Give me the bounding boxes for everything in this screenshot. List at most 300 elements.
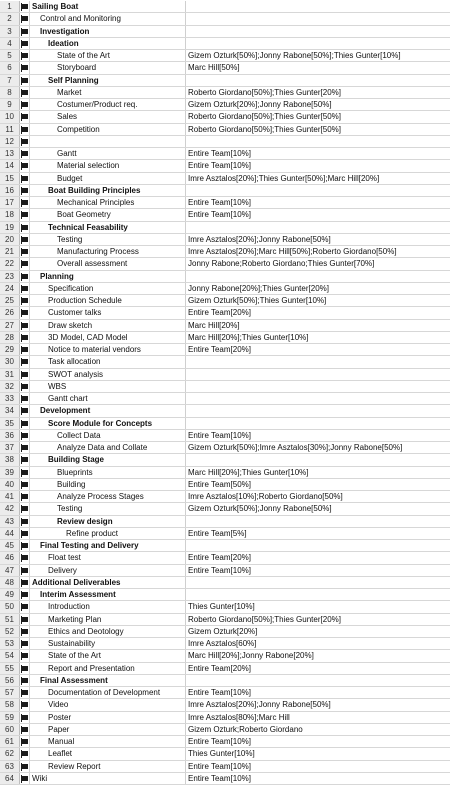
row-indicator-cell <box>20 650 30 661</box>
task-name[interactable]: Review Report <box>48 761 101 771</box>
row-number[interactable]: 56 <box>0 675 20 686</box>
row-number[interactable]: 52 <box>0 626 20 637</box>
resource-names-cell[interactable]: Marc Hill[20%];Thies Gunter[10%] <box>185 467 450 478</box>
task-name[interactable]: Poster <box>48 712 72 722</box>
resource-names-cell[interactable]: Entire Team[20%] <box>185 663 450 674</box>
row-number[interactable]: 2 <box>0 13 20 24</box>
row-number[interactable]: 20 <box>0 234 20 245</box>
task-name[interactable]: Sales <box>57 112 78 122</box>
row-number[interactable]: 5 <box>0 50 20 61</box>
task-row[interactable] <box>0 160 450 172</box>
row-number[interactable]: 54 <box>0 650 20 661</box>
resource-names-cell[interactable]: Jonny Rabone[20%];Thies Gunter[20%] <box>185 283 450 294</box>
task-name[interactable]: Control and Monitoring <box>40 14 121 24</box>
row-indicator-cell <box>20 442 30 453</box>
resource-names-cell[interactable] <box>185 356 450 367</box>
row-number[interactable]: 64 <box>0 773 20 784</box>
task-flag-icon <box>22 408 28 413</box>
task-name[interactable]: Wiki <box>32 773 48 783</box>
task-row[interactable] <box>0 1 450 13</box>
task-row[interactable] <box>0 418 450 430</box>
row-indicator-cell <box>20 111 30 122</box>
resource-names-cell[interactable] <box>185 13 450 24</box>
task-row[interactable] <box>0 638 450 650</box>
resource-names-cell[interactable] <box>185 418 450 429</box>
task-row[interactable] <box>0 124 450 136</box>
resource-names-cell[interactable]: Marc Hill[50%] <box>185 62 450 73</box>
row-number[interactable]: 55 <box>0 663 20 674</box>
task-row[interactable] <box>0 271 450 283</box>
resource-names-cell[interactable] <box>185 185 450 196</box>
task-row[interactable] <box>0 736 450 748</box>
task-row[interactable] <box>0 491 450 503</box>
row-number[interactable]: 17 <box>0 197 20 208</box>
resource-names-cell[interactable]: Entire Team[10%] <box>185 209 450 220</box>
resource-names-cell[interactable]: Entire Team[20%] <box>185 344 450 355</box>
task-name[interactable]: Gantt <box>57 149 77 158</box>
resource-names-cell[interactable]: Gizem Ozturk[50%];Jonny Rabone[50%];Thies Gunter[10%] <box>185 50 450 61</box>
task-row[interactable] <box>0 773 450 785</box>
row-number[interactable]: 34 <box>0 405 20 416</box>
task-row[interactable] <box>0 258 450 270</box>
summary-task-name[interactable]: Building Stage <box>48 455 104 465</box>
task-name[interactable]: State of the Art <box>48 651 101 661</box>
row-number[interactable]: 60 <box>0 724 20 735</box>
row-indicator-cell <box>20 271 30 282</box>
row-number[interactable]: 44 <box>0 528 20 539</box>
task-name[interactable]: Costumer/Product req. <box>57 100 138 109</box>
resource-names-cell[interactable]: Entire Team[10%] <box>185 148 450 159</box>
row-indicator-cell <box>20 724 30 735</box>
task-name[interactable]: Task allocation <box>48 357 101 367</box>
row-number[interactable]: 13 <box>0 148 20 159</box>
row-number[interactable]: 63 <box>0 761 20 772</box>
row-indicator-cell <box>20 38 30 49</box>
task-row[interactable] <box>0 699 450 711</box>
resource-names-cell[interactable] <box>185 1 450 12</box>
task-row[interactable] <box>0 589 450 601</box>
summary-task-name[interactable]: Planning <box>40 271 74 281</box>
task-name[interactable]: Production Schedule <box>48 296 122 305</box>
summary-task-name[interactable]: Investigation <box>40 26 90 36</box>
task-name[interactable]: Report and Presentation <box>48 663 135 673</box>
row-indicator-cell <box>20 638 30 649</box>
resource-names-cell[interactable] <box>185 393 450 404</box>
task-flag-icon <box>22 176 28 181</box>
row-number[interactable]: 26 <box>0 307 20 318</box>
summary-task-name[interactable]: Technical Feasability <box>48 222 128 232</box>
row-number[interactable]: 28 <box>0 332 20 343</box>
resource-names-cell[interactable]: Gizem Ozturk;Roberto Giordano <box>185 724 450 735</box>
task-flag-icon <box>22 531 28 536</box>
task-name[interactable]: Testing <box>57 504 83 514</box>
summary-task-name[interactable]: Final Testing and Delivery <box>40 541 139 550</box>
resource-names-cell[interactable] <box>185 675 450 686</box>
task-name[interactable]: Sustainability <box>48 639 96 648</box>
row-number[interactable]: 31 <box>0 369 20 380</box>
task-row[interactable] <box>0 516 450 528</box>
row-number[interactable]: 45 <box>0 540 20 551</box>
row-indicator-cell <box>20 369 30 380</box>
row-indicator-cell <box>20 99 30 110</box>
task-flag-icon <box>22 715 28 720</box>
task-row[interactable] <box>0 430 450 442</box>
resource-names-cell[interactable]: Marc Hill[20%];Thies Gunter[10%] <box>185 332 450 343</box>
task-row[interactable] <box>0 246 450 258</box>
task-row[interactable] <box>0 13 450 25</box>
resource-names-cell[interactable]: Entire Team[20%] <box>185 307 450 318</box>
task-row[interactable] <box>0 99 450 111</box>
row-number[interactable]: 29 <box>0 344 20 355</box>
task-row[interactable] <box>0 626 450 638</box>
resource-names-cell[interactable] <box>185 540 450 551</box>
task-name[interactable]: Mechanical Principles <box>57 198 135 207</box>
task-name[interactable]: Analyze Data and Collate <box>57 443 148 452</box>
task-row[interactable] <box>0 197 450 209</box>
summary-task-name[interactable]: Development <box>40 406 91 416</box>
summary-task-name[interactable]: Score Module for Concepts <box>48 418 153 428</box>
task-row[interactable] <box>0 209 450 221</box>
row-indicator-cell <box>20 773 30 784</box>
row-number[interactable]: 8 <box>0 87 20 98</box>
resource-names-cell[interactable]: Marc Hill[20%] <box>185 320 450 331</box>
task-name[interactable]: Paper <box>48 724 70 734</box>
task-flag-icon <box>22 555 28 560</box>
row-indicator-cell <box>20 173 30 184</box>
row-number[interactable]: 35 <box>0 418 20 429</box>
row-number[interactable]: 40 <box>0 479 20 490</box>
task-name[interactable]: Ethics and Deotology <box>48 626 124 636</box>
resource-names-cell[interactable] <box>185 369 450 380</box>
row-number[interactable]: 32 <box>0 381 20 392</box>
row-indicator-cell <box>20 381 30 392</box>
task-name[interactable]: Draw sketch <box>48 320 93 330</box>
resource-names-cell[interactable]: Imre Asztalos[20%];Thies Gunter[50%];Marc Hill[20%] <box>185 173 450 184</box>
row-number[interactable]: 59 <box>0 712 20 723</box>
summary-task-name[interactable]: Sailing Boat <box>32 2 79 11</box>
task-row[interactable] <box>0 393 450 405</box>
task-row[interactable] <box>0 748 450 760</box>
task-flag-icon <box>22 78 28 83</box>
resource-names-cell[interactable] <box>185 381 450 392</box>
resource-names-cell[interactable]: Thies Gunter[10%] <box>185 601 450 612</box>
row-indicator-cell <box>20 577 30 588</box>
task-name[interactable]: Refine product <box>66 528 119 538</box>
task-row[interactable] <box>0 503 450 515</box>
resource-names-cell[interactable]: Gizem Ozturk[20%] <box>185 626 450 637</box>
row-indicator-cell <box>20 136 30 147</box>
row-number[interactable]: 53 <box>0 638 20 649</box>
row-number[interactable]: 21 <box>0 246 20 257</box>
resource-names-cell[interactable]: Entire Team[20%] <box>185 552 450 563</box>
task-row[interactable] <box>0 320 450 332</box>
task-name[interactable]: Delivery <box>48 565 77 575</box>
task-name[interactable]: Collect Data <box>57 430 101 440</box>
row-number[interactable]: 27 <box>0 320 20 331</box>
task-flag-icon <box>22 470 28 475</box>
task-flag-icon <box>22 568 28 573</box>
row-number[interactable]: 46 <box>0 552 20 563</box>
row-number[interactable]: 58 <box>0 699 20 710</box>
task-row[interactable] <box>0 307 450 319</box>
row-number[interactable]: 23 <box>0 271 20 282</box>
task-row[interactable] <box>0 565 450 577</box>
resource-names-cell[interactable] <box>185 589 450 600</box>
resource-names-cell[interactable]: Imre Asztalos[20%];Jonny Rabone[50%] <box>185 699 450 710</box>
task-flag-icon <box>22 4 28 9</box>
row-indicator-cell <box>20 491 30 502</box>
task-name[interactable]: Market <box>57 87 82 97</box>
task-row[interactable] <box>0 381 450 393</box>
summary-task-name[interactable]: Ideation <box>48 38 79 48</box>
task-name[interactable]: Documentation of Development <box>48 688 161 697</box>
row-number[interactable]: 10 <box>0 111 20 122</box>
resource-names-cell[interactable]: Entire Team[10%] <box>185 773 450 784</box>
task-row[interactable] <box>0 650 450 662</box>
summary-task-name[interactable]: Additional Deliverables <box>32 577 121 587</box>
resource-names-cell[interactable] <box>185 26 450 37</box>
row-number[interactable]: 11 <box>0 124 20 135</box>
row-number[interactable]: 16 <box>0 185 20 196</box>
resource-names-cell[interactable]: Entire Team[10%] <box>185 160 450 171</box>
task-row[interactable] <box>0 369 450 381</box>
task-name[interactable]: Testing <box>57 234 83 244</box>
task-flag-icon <box>22 127 28 132</box>
task-name[interactable]: Gantt chart <box>48 394 88 403</box>
summary-task-name[interactable]: Final Assessment <box>40 675 108 685</box>
resource-names-cell[interactable]: Jonny Rabone;Roberto Giordano;Thies Gunter[70%] <box>185 258 450 269</box>
resource-names-cell[interactable] <box>185 136 450 147</box>
task-row[interactable] <box>0 479 450 491</box>
resource-names-cell[interactable] <box>185 75 450 86</box>
task-name[interactable]: Video <box>48 700 69 710</box>
row-number[interactable]: 14 <box>0 160 20 171</box>
row-number[interactable]: 9 <box>0 99 20 110</box>
summary-task-name[interactable]: Self Planning <box>48 75 99 85</box>
task-name[interactable]: Manual <box>48 737 75 746</box>
row-number[interactable]: 12 <box>0 136 20 147</box>
resource-names-cell[interactable]: Imre Asztalos[80%];Marc Hill <box>185 712 450 723</box>
task-row[interactable] <box>0 442 450 454</box>
resource-names-cell[interactable] <box>185 38 450 49</box>
task-row[interactable] <box>0 675 450 687</box>
row-number[interactable]: 62 <box>0 748 20 759</box>
row-number[interactable]: 37 <box>0 442 20 453</box>
task-name[interactable]: Competition <box>57 124 100 134</box>
resource-names-cell[interactable]: Gizem Ozturk[50%];Thies Gunter[10%] <box>185 295 450 306</box>
resource-names-cell[interactable]: Entire Team[10%] <box>185 430 450 441</box>
task-name[interactable]: Customer talks <box>48 308 102 318</box>
task-row[interactable] <box>0 111 450 123</box>
resource-names-cell[interactable]: Imre Asztalos[20%];Jonny Rabone[50%] <box>185 234 450 245</box>
task-row[interactable] <box>0 185 450 197</box>
row-number[interactable]: 38 <box>0 454 20 465</box>
task-row[interactable] <box>0 663 450 675</box>
task-name[interactable]: Boat Geometry <box>57 210 111 220</box>
task-row[interactable] <box>0 38 450 50</box>
task-row[interactable] <box>0 552 450 564</box>
row-indicator-cell <box>20 761 30 772</box>
row-indicator-cell <box>20 516 30 527</box>
resource-names-cell[interactable] <box>185 222 450 233</box>
task-name[interactable]: Specification <box>48 283 94 293</box>
resource-names-cell[interactable]: Imre Asztalos[20%];Marc Hill[50%];Roberto Giordano[50%] <box>185 246 450 257</box>
row-number[interactable]: 24 <box>0 283 20 294</box>
resource-names-cell[interactable]: Gizem Ozturk[50%];Imre Asztalos[30%];Jonny Rabone[50%] <box>185 442 450 453</box>
task-row[interactable] <box>0 173 450 185</box>
row-number[interactable]: 49 <box>0 589 20 600</box>
row-number[interactable]: 47 <box>0 565 20 576</box>
task-row[interactable] <box>0 577 450 589</box>
resource-names-cell[interactable]: Imre Asztalos[10%];Roberto Giordano[50%] <box>185 491 450 502</box>
task-row[interactable] <box>0 405 450 417</box>
resource-names-cell[interactable]: Entire Team[10%] <box>185 197 450 208</box>
task-flag-icon <box>22 751 28 756</box>
task-row[interactable] <box>0 222 450 234</box>
row-indicator-cell <box>20 87 30 98</box>
resource-names-cell[interactable] <box>185 577 450 588</box>
task-row[interactable] <box>0 601 450 613</box>
task-flag-icon <box>22 29 28 34</box>
task-row[interactable] <box>0 62 450 74</box>
row-number[interactable]: 50 <box>0 601 20 612</box>
task-name[interactable]: Budget <box>57 173 83 183</box>
summary-task-name[interactable]: Boat Building Principles <box>48 185 141 195</box>
task-flag-icon <box>22 139 28 144</box>
resource-names-cell[interactable]: Roberto Giordano[50%];Thies Gunter[50%] <box>185 124 450 135</box>
task-name[interactable]: 3D Model, CAD Model <box>48 332 128 342</box>
row-number[interactable]: 33 <box>0 393 20 404</box>
task-row[interactable] <box>0 724 450 736</box>
resource-names-cell[interactable]: Marc Hill[20%];Jonny Rabone[20%] <box>185 650 450 661</box>
task-row[interactable] <box>0 614 450 626</box>
task-row[interactable] <box>0 87 450 99</box>
task-row[interactable] <box>0 148 450 160</box>
task-name[interactable]: SWOT analysis <box>48 369 103 379</box>
row-indicator-cell <box>20 148 30 159</box>
task-row[interactable] <box>0 283 450 295</box>
task-name[interactable]: Building <box>57 479 86 489</box>
resource-names-cell[interactable]: Entire Team[10%] <box>185 687 450 698</box>
row-indicator-cell <box>20 675 30 686</box>
row-number[interactable]: 39 <box>0 467 20 478</box>
row-number[interactable]: 3 <box>0 26 20 37</box>
task-name[interactable]: Manufacturing Process <box>57 247 139 256</box>
task-row[interactable] <box>0 75 450 87</box>
resource-names-cell[interactable] <box>185 516 450 527</box>
task-flag-icon <box>22 225 28 230</box>
task-name[interactable]: Material selection <box>57 161 120 171</box>
resource-names-cell[interactable]: Roberto Giordano[50%];Thies Gunter[20%] <box>185 87 450 98</box>
task-name[interactable]: Float test <box>48 553 81 563</box>
resource-names-cell[interactable]: Roberto Giordano[50%];Thies Gunter[50%] <box>185 111 450 122</box>
task-row[interactable] <box>0 454 450 466</box>
row-indicator-cell <box>20 503 30 514</box>
task-row[interactable] <box>0 761 450 773</box>
task-name[interactable]: WBS <box>48 381 67 391</box>
row-number[interactable]: 7 <box>0 75 20 86</box>
task-row[interactable] <box>0 332 450 344</box>
summary-task-name[interactable]: Review design <box>57 516 113 526</box>
row-number[interactable]: 43 <box>0 516 20 527</box>
task-flag-icon <box>22 90 28 95</box>
row-number[interactable]: 42 <box>0 503 20 514</box>
task-name[interactable]: Notice to material vendors <box>48 345 141 354</box>
task-row[interactable] <box>0 50 450 62</box>
task-row[interactable] <box>0 234 450 246</box>
row-number[interactable]: 41 <box>0 491 20 502</box>
task-name[interactable]: Introduction <box>48 602 90 612</box>
row-number[interactable]: 22 <box>0 258 20 269</box>
resource-names-cell[interactable]: Entire Team[10%] <box>185 565 450 576</box>
task-row[interactable] <box>0 712 450 724</box>
task-name[interactable]: Leaflet <box>48 749 73 759</box>
summary-task-name[interactable]: Interim Assessment <box>40 590 116 599</box>
resource-names-cell[interactable]: Entire Team[50%] <box>185 479 450 490</box>
row-number[interactable]: 19 <box>0 222 20 233</box>
task-name[interactable]: Storyboard <box>57 63 97 73</box>
task-row[interactable] <box>0 26 450 38</box>
task-row[interactable] <box>0 687 450 699</box>
row-number[interactable]: 15 <box>0 173 20 184</box>
task-flag-icon <box>22 372 28 377</box>
resource-names-cell[interactable] <box>185 271 450 282</box>
row-number[interactable]: 51 <box>0 614 20 625</box>
row-number[interactable]: 6 <box>0 62 20 73</box>
resource-names-cell[interactable]: Entire Team[5%] <box>185 528 450 539</box>
row-indicator-cell <box>20 712 30 723</box>
row-number[interactable]: 48 <box>0 577 20 588</box>
row-indicator-cell <box>20 687 30 698</box>
row-number[interactable]: 4 <box>0 38 20 49</box>
row-number[interactable]: 18 <box>0 209 20 220</box>
task-name[interactable]: Overall assessment <box>57 259 128 269</box>
task-row[interactable] <box>0 136 450 148</box>
resource-names-cell[interactable]: Imre Asztalos[60%] <box>185 638 450 649</box>
resource-names-cell[interactable]: Entire Team[10%] <box>185 761 450 772</box>
task-row[interactable] <box>0 344 450 356</box>
row-number[interactable]: 1 <box>0 1 20 12</box>
task-name[interactable]: Marketing Plan <box>48 614 102 624</box>
task-flag-icon <box>22 249 28 254</box>
row-number[interactable]: 30 <box>0 356 20 367</box>
task-name[interactable]: Blueprints <box>57 467 93 477</box>
row-indicator-cell <box>20 50 30 61</box>
task-row[interactable] <box>0 528 450 540</box>
row-number[interactable]: 36 <box>0 430 20 441</box>
resource-names-cell[interactable] <box>185 405 450 416</box>
resource-names-cell[interactable]: Entire Team[10%] <box>185 736 450 747</box>
resource-names-cell[interactable]: Gizem Ozturk[20%];Jonny Rabone[50%] <box>185 99 450 110</box>
task-flag-icon <box>22 678 28 683</box>
task-row[interactable] <box>0 540 450 552</box>
row-indicator-cell <box>20 614 30 625</box>
task-name[interactable]: State of the Art <box>57 51 110 60</box>
row-indicator-cell <box>20 430 30 441</box>
task-row[interactable] <box>0 295 450 307</box>
row-indicator-cell <box>20 479 30 490</box>
task-row[interactable] <box>0 467 450 479</box>
resource-names-cell[interactable]: Gizem Ozturk[50%];Jonny Rabone[50%] <box>185 503 450 514</box>
resource-names-cell[interactable]: Roberto Giordano[50%];Thies Gunter[20%] <box>185 614 450 625</box>
resource-names-cell[interactable]: Thies Gunter[10%] <box>185 748 450 759</box>
task-name[interactable]: Analyze Process Stages <box>57 492 144 501</box>
row-number[interactable]: 61 <box>0 736 20 747</box>
row-number[interactable]: 57 <box>0 687 20 698</box>
task-row[interactable] <box>0 356 450 368</box>
resource-names-cell[interactable] <box>185 454 450 465</box>
row-number[interactable]: 25 <box>0 295 20 306</box>
